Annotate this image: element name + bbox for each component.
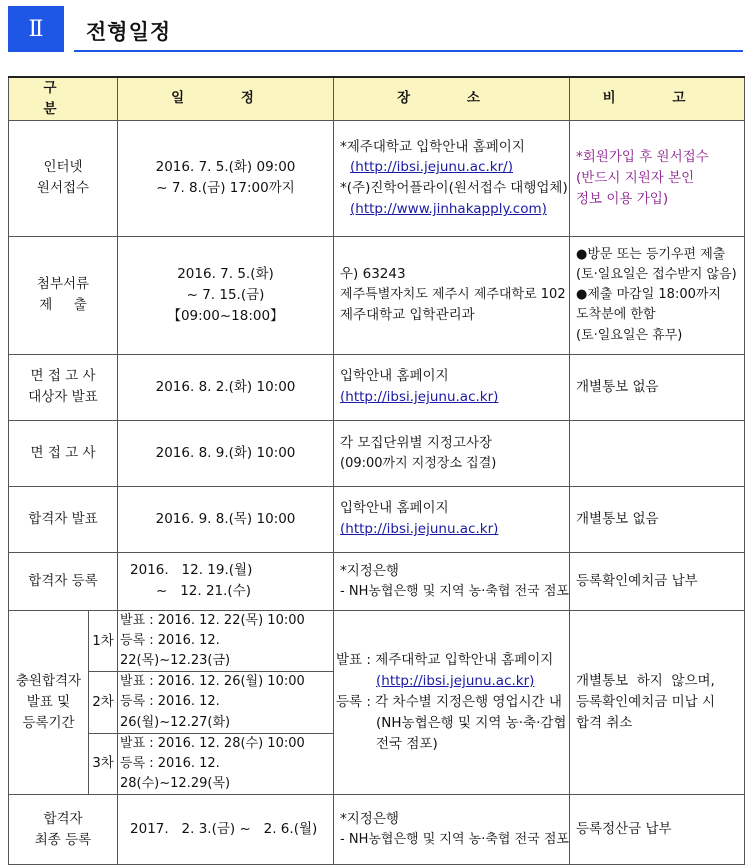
col-header-location: 장 소	[334, 77, 570, 120]
row-schedule: 2016. 9. 8.(목) 10:00	[118, 486, 334, 552]
row-location: 입학안내 홈페이지 (http://ibsi.jejunu.ac.kr)	[334, 486, 570, 552]
jinhakapply-link[interactable]: (http://www.jinhakapply.com)	[350, 201, 547, 218]
row-schedule: 2017. 2. 3.(금) ~ 2. 6.(월)	[118, 795, 334, 865]
section-header	[8, 6, 743, 52]
table-row	[9, 420, 745, 486]
round-label: 1차	[89, 610, 118, 671]
table-row	[9, 552, 745, 610]
row-schedule: 2016. 8. 9.(화) 10:00	[118, 420, 334, 486]
round-label: 2차	[89, 672, 118, 733]
row-location: 각 모집단위별 지정고사장 (09:00까지 지정장소 집결)	[334, 420, 570, 486]
row-remarks: ●방문 또는 등기우편 제출 (토·일요일은 접수받지 않음) ●제출 마감일 18:00까지 도착분에 한함 (토·일요일은 휴무)	[570, 236, 745, 354]
row-location: *지정은행 - NH농협은행 및 지역 농·축협 전국 점포	[334, 795, 570, 865]
row-label-final-registration: 합격자 최종 등록	[9, 795, 118, 865]
row-location: 우) 63243 제주특별자치도 제주시 제주대학로 102 제주대학교 입학관리과	[334, 236, 570, 354]
round-schedule: 발표 : 2016. 12. 22(목) 10:00 등록 : 2016. 12. 22(목)~12.23(금)	[118, 610, 334, 671]
row-schedule: 2016. 12. 19.(월) ~ 12. 21.(수)	[118, 552, 334, 610]
row-remarks: *회원가입 후 원서접수 (반드시 지원자 본인 정보 이용 가입)	[570, 120, 745, 236]
homepage-link[interactable]: (http://ibsi.jejunu.ac.kr)	[340, 521, 499, 538]
table-header-row	[9, 77, 745, 120]
row-remarks: 등록정산금 납부	[570, 795, 745, 865]
table-row	[9, 795, 745, 865]
table-row	[9, 354, 745, 420]
row-label-interview-candidates: 면 접 고 사 대상자 발표	[9, 354, 118, 420]
homepage-link[interactable]: (http://ibsi.jejunu.ac.kr/)	[350, 159, 513, 176]
row-label-interview: 면 접 고 사	[9, 420, 118, 486]
col-header-remarks: 비 고	[570, 77, 745, 120]
title-underline	[74, 50, 743, 52]
row-label-registration: 합격자 등록	[9, 552, 118, 610]
col-header-category: 구 분	[9, 77, 118, 120]
row-remarks: 개별통보 하지 않으며, 등록확인예치금 미납 시 합격 취소	[570, 610, 745, 794]
section-number-badge: Ⅱ	[8, 6, 64, 52]
row-label-document-submission: 첨부서류 제 출	[9, 236, 118, 354]
row-location: 발표 : 제주대학교 입학안내 홈페이지 (http://ibsi.jejunu.ac.kr) 등록 : 각 차수별 지정은행 영업시간 내 (NH농협은행 및 지역 농·축·감협 전국 점포)	[334, 610, 570, 794]
col-header-schedule: 일 정	[118, 77, 334, 120]
round-schedule: 발표 : 2016. 12. 28(수) 10:00 등록 : 2016. 12. 28(수)~12.29(목)	[118, 733, 334, 794]
table-row	[9, 236, 745, 354]
row-location: *제주대학교 입학안내 홈페이지 (http://ibsi.jejunu.ac.kr/) *(주)진학어플라이(원서접수 대행업체) (http://www.jinhakapply.com)	[334, 120, 570, 236]
table-row	[9, 610, 745, 671]
table-row	[9, 486, 745, 552]
row-schedule: 2016. 7. 5.(화) 09:00 ~ 7. 8.(금) 17:00까지	[118, 120, 334, 236]
row-label-final-announcement: 합격자 발표	[9, 486, 118, 552]
row-remarks: 등록확인예치금 납부	[570, 552, 745, 610]
round-schedule: 발표 : 2016. 12. 26(월) 10:00 등록 : 2016. 12. 26(월)~12.27(화)	[118, 672, 334, 733]
schedule-table	[8, 76, 745, 865]
homepage-link[interactable]: (http://ibsi.jejunu.ac.kr)	[376, 673, 535, 690]
row-location: *지정은행 - NH농협은행 및 지역 농·축협 전국 점포	[334, 552, 570, 610]
row-schedule: 2016. 8. 2.(화) 10:00	[118, 354, 334, 420]
row-remarks	[570, 420, 745, 486]
row-label-additional-acceptance: 충원합격자 발표 및 등록기간	[9, 610, 89, 794]
row-schedule: 2016. 7. 5.(화) ~ 7. 15.(금) 【09:00~18:00】	[118, 236, 334, 354]
round-label: 3차	[89, 733, 118, 794]
row-remarks: 개별통보 없음	[570, 486, 745, 552]
section-title: 전형일정	[86, 20, 172, 44]
row-label-online-application: 인터넷 원서접수	[9, 120, 118, 236]
row-location: 입학안내 홈페이지 (http://ibsi.jejunu.ac.kr)	[334, 354, 570, 420]
row-remarks: 개별통보 없음	[570, 354, 745, 420]
table-row	[9, 120, 745, 236]
homepage-link[interactable]: (http://ibsi.jejunu.ac.kr)	[340, 389, 499, 406]
